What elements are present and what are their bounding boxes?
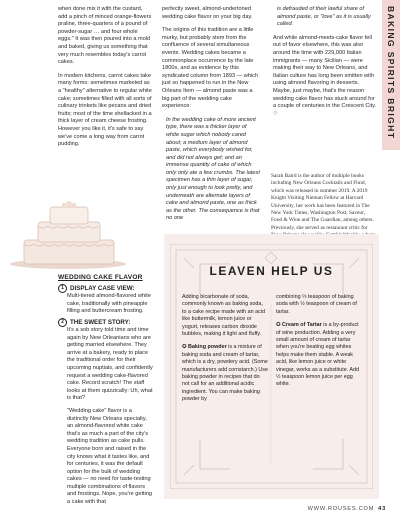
- number-badge: 2: [58, 318, 67, 327]
- paragraph: when done mix it with the custard, add a pinch of minced orange-flowers praline, three-quarters of a pound of powder-sugar … and four whole eggs." It was then poured into a mold and baked, giving us something that very much resembles today's carrot cakes.: [58, 6, 152, 66]
- paragraph: It's a sob story told time and time again by New Orleanians who are getting married elsewhere. They arrive at a bakery, ready to place the traditional order for their upcoming nuptials, and confidently request a wedding cake-flavored cake. Record scratch! The staff looks at them quizzically: Uh, what is that?: [67, 327, 153, 402]
- paragraph: "Wedding cake" flavor is a distinctly New Orleans specialty, an almond-flavored white cake that's as much a part of the city's wedding tradition as cake pulls. Everyone born and raised in the city knows what it tastes like, and for centuries, it was the default option for the bulk of wedding cakes — no need for taste-testing multiple combinations of flavors and frostings. Nope, you're getting a cake with that: [67, 407, 153, 506]
- paragraph: In modern kitchens, carrot cakes take many forms: sometimes marketed as a "healthy" alternative to regular white cake; sometimes filled with all sorts of culinary trinkets like pecans and dried fruits; most of the time shellacked in a thick layer of cream cheese frosting. However you like it, it's safe to say we've come a long way from carrot pudding.: [58, 72, 152, 148]
- article-column-2: [162, 6, 260, 229]
- footer-site: WWW.ROUSES.COM: [307, 506, 375, 512]
- paragraph-text: And while almond-meets-cake flavor fell out of favor elsewhere, this was also around the time with 229,000 Italian immigrants — many Sicilian — were making their way to New Orleans, and Italian culture has long been smitten with using almond flavoring in desserts. Maybe, just maybe, that's the reason wedding cake flavor has stuck around for a couple of centuries in the Crescent City.: [273, 34, 377, 110]
- author-bio: Sarah Baird is the author of multiple books including New Orleans Cocktails and Fluid, which was released in summer 2019. A 2019 Knight Visiting Nieman Fellow at Harvard University, her work has been featured in The New York Times, Washington Post, Saveur, Food & Wine and The Guardian, among others. Previously, she served as restaurant critic for: [271, 173, 374, 231]
- check-icon: ✪: [276, 322, 281, 329]
- heading-text: DISPLAY CASE VIEW:: [70, 284, 135, 292]
- panel-column-right: [276, 294, 364, 395]
- leaven-help-us-panel: [164, 234, 379, 499]
- page-number: 43: [378, 506, 386, 512]
- section-body: [58, 327, 154, 507]
- quote-paragraph: In the wedding cake of more ancient type, there was a thicker layer of white sugar which nobody cared about; a medium layer of almond paste, which everybody wished for, and did not always get; and an immense quantity of cake of which only only ate a few crumbs. The latest specimen has a thin layer of sugar, only just enough to look pretty, and underneath are alternate layers of cake and almond paste, one as thick as the other. The consequence is that no one: [166, 116, 260, 222]
- paragraph-text: is a by-product of wine production. Adding a very small amount of cream of tartar when you're beating egg whites helps make them stable. A weak acid, like lemon juice or white vinegar, works as a substitute. Add ½ teaspoon lemon juice per egg white.: [276, 322, 360, 388]
- article-column-1: [58, 6, 152, 155]
- paragraph: Adding bicarbonate of soda, commonly known as baking soda, to a cake recipe made with an acid like buttermilk, lemon juice or yogurt, releases carbon dioxide bubbles, making it light and fluffy.: [182, 294, 266, 338]
- paragraph: combining ½ teaspoon of baking soda with ½ teaspoon of cream of tartar.: [276, 294, 357, 315]
- wedding-cake-illustration: [6, 192, 136, 270]
- term: Baking powder: [188, 344, 227, 351]
- paragraph: perfectly sweet, almond-undertoned wedding cake flavor on your big day.: [162, 6, 253, 20]
- paragraph: The origins of this tradition are a little murky, but probably stem from the confluence of several simultaneous events. Wedding cakes became a commonplace occurrence by the late 1800s, and as evidence by this syndicated column from 1893 — which just so happened to run in the New Orleans Item — almond paste was a big part of the wedding cake experience:: [162, 27, 259, 110]
- article-column-3: [273, 6, 377, 124]
- panel-column-left: [182, 294, 268, 410]
- number-badge: 1: [58, 284, 67, 293]
- section-tab: [382, 0, 400, 150]
- paragraph: [182, 344, 268, 403]
- quote-paragraph: is defrauded of their lawful share of almond paste, or "love" as it is usually called.: [277, 6, 371, 28]
- heading-text: THE SWEET STORY:: [70, 318, 131, 326]
- paragraph-text: is a mixture of baking soda and cream of tartar, which is a dry, powdery acid. (Some manufacturers add cornstarch.) Use baking powder in recipes that do not call for an additional acidic ingredient. You can make baking powder by: [182, 344, 268, 403]
- end-mark-icon: ⟐: [273, 110, 278, 117]
- paragraph: [273, 35, 377, 119]
- section-body: Multi-tiered almond-flavored white cake, traditionally with pineapple filling and buttercream frosting.: [67, 293, 151, 315]
- term: Cream of Tartar: [282, 322, 322, 329]
- section-heading: [58, 318, 154, 327]
- panel-title: LEAVEN HELP US: [209, 264, 334, 278]
- check-icon: ✪: [182, 344, 187, 351]
- page-footer: [308, 506, 386, 512]
- section-tab-label: BAKING SPIRITS BRIGHT: [386, 6, 396, 140]
- paragraph: [276, 322, 364, 389]
- display-case-section: [58, 284, 154, 316]
- flavor-heading: WEDDING CAKE FLAVOR: [58, 274, 143, 281]
- sweet-story-section: [58, 318, 154, 507]
- section-heading: [58, 284, 154, 293]
